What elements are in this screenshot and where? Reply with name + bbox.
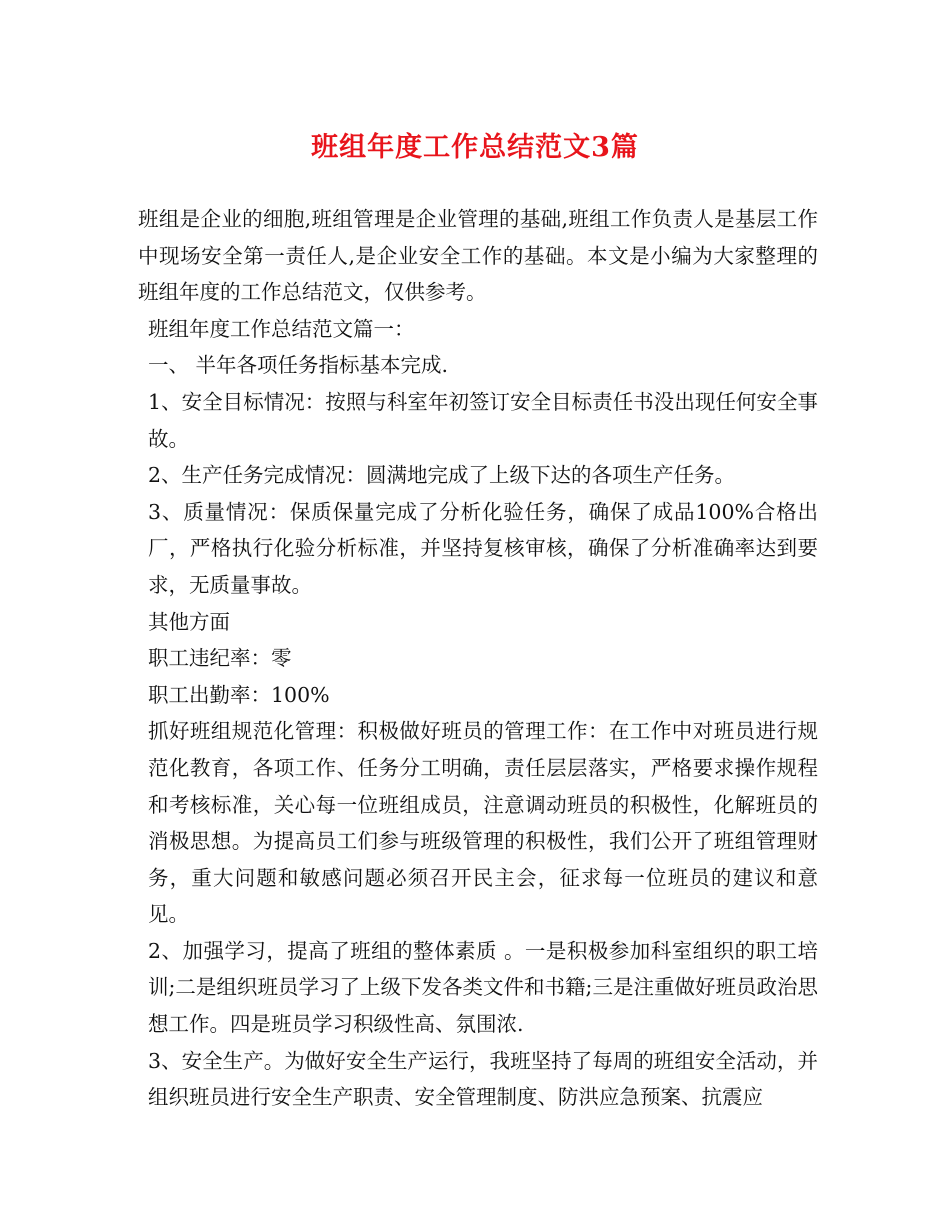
paragraph-attendance-rate: 职工出勤率：100% [148,682,330,707]
paragraph-section-heading: 班组年度工作总结范文篇一： [148,316,415,341]
paragraph-standard-management: 抓好班组规范化管理：积极做好班员的管理工作：在工作中对班员进行规范化教育，各项工作、任务分工明确，责任层层落实，严格要求操作规程和考核标准，关心每一位班组成员，注意调动班员的积极性，化解班员的消极思想。为提高员工们参与班级管理的积极性，我们公开了班组管理财务，重大问题和敏感问题必须召开民主会，征求每一位班员的建议和意见。 [148,719,818,927]
paragraph-violation-rate: 职工违纪率：零 [148,646,292,671]
document-title: 班组年度工作总结范文3篇 [311,132,639,163]
paragraph-other-aspects: 其他方面 [148,609,230,634]
paragraph-learning: 2、加强学习，提高了班组的整体素质 。一是积极参加科室组织的职工培训;二是组织班员学习了上级下发各类文件和书籍;三是注重做好班员政治思想工作。四是班员学习积级性高、氛围浓. [148,938,818,1037]
paragraph-production-task: 2、生产任务完成情况：圆满地完成了上级下达的各项生产任务。 [148,463,736,488]
paragraph-safety-goal: 1、安全目标情况：按照与科室年初签订安全目标责任书没出现任何安全事故。 [148,389,818,451]
paragraph-safe-production: 3、安全生产。为做好安全生产运行，我班坚持了每周的班组安全活动，并组织班员进行安全生产职责、安全管理制度、防洪应急预案、抗震应 [148,1048,818,1110]
paragraph-part-one: 一、 半年各项任务指标基本完成. [148,353,449,378]
paragraph-quality: 3、质量情况：保质保量完成了分析化验任务，确保了成品100%合格出厂，严格执行化验分析标准，并坚持复核审核，确保了分析准确率达到要求，无质量事故。 [148,499,818,597]
paragraph-intro: 班组是企业的细胞,班组管理是企业管理的基础,班组工作负责人是基层工作中现场安全第一责任人,是企业安全工作的基础。本文是小编为大家整理的班组年度的工作总结范文，仅供参考。 [138,207,818,305]
document-body [138,201,818,1116]
